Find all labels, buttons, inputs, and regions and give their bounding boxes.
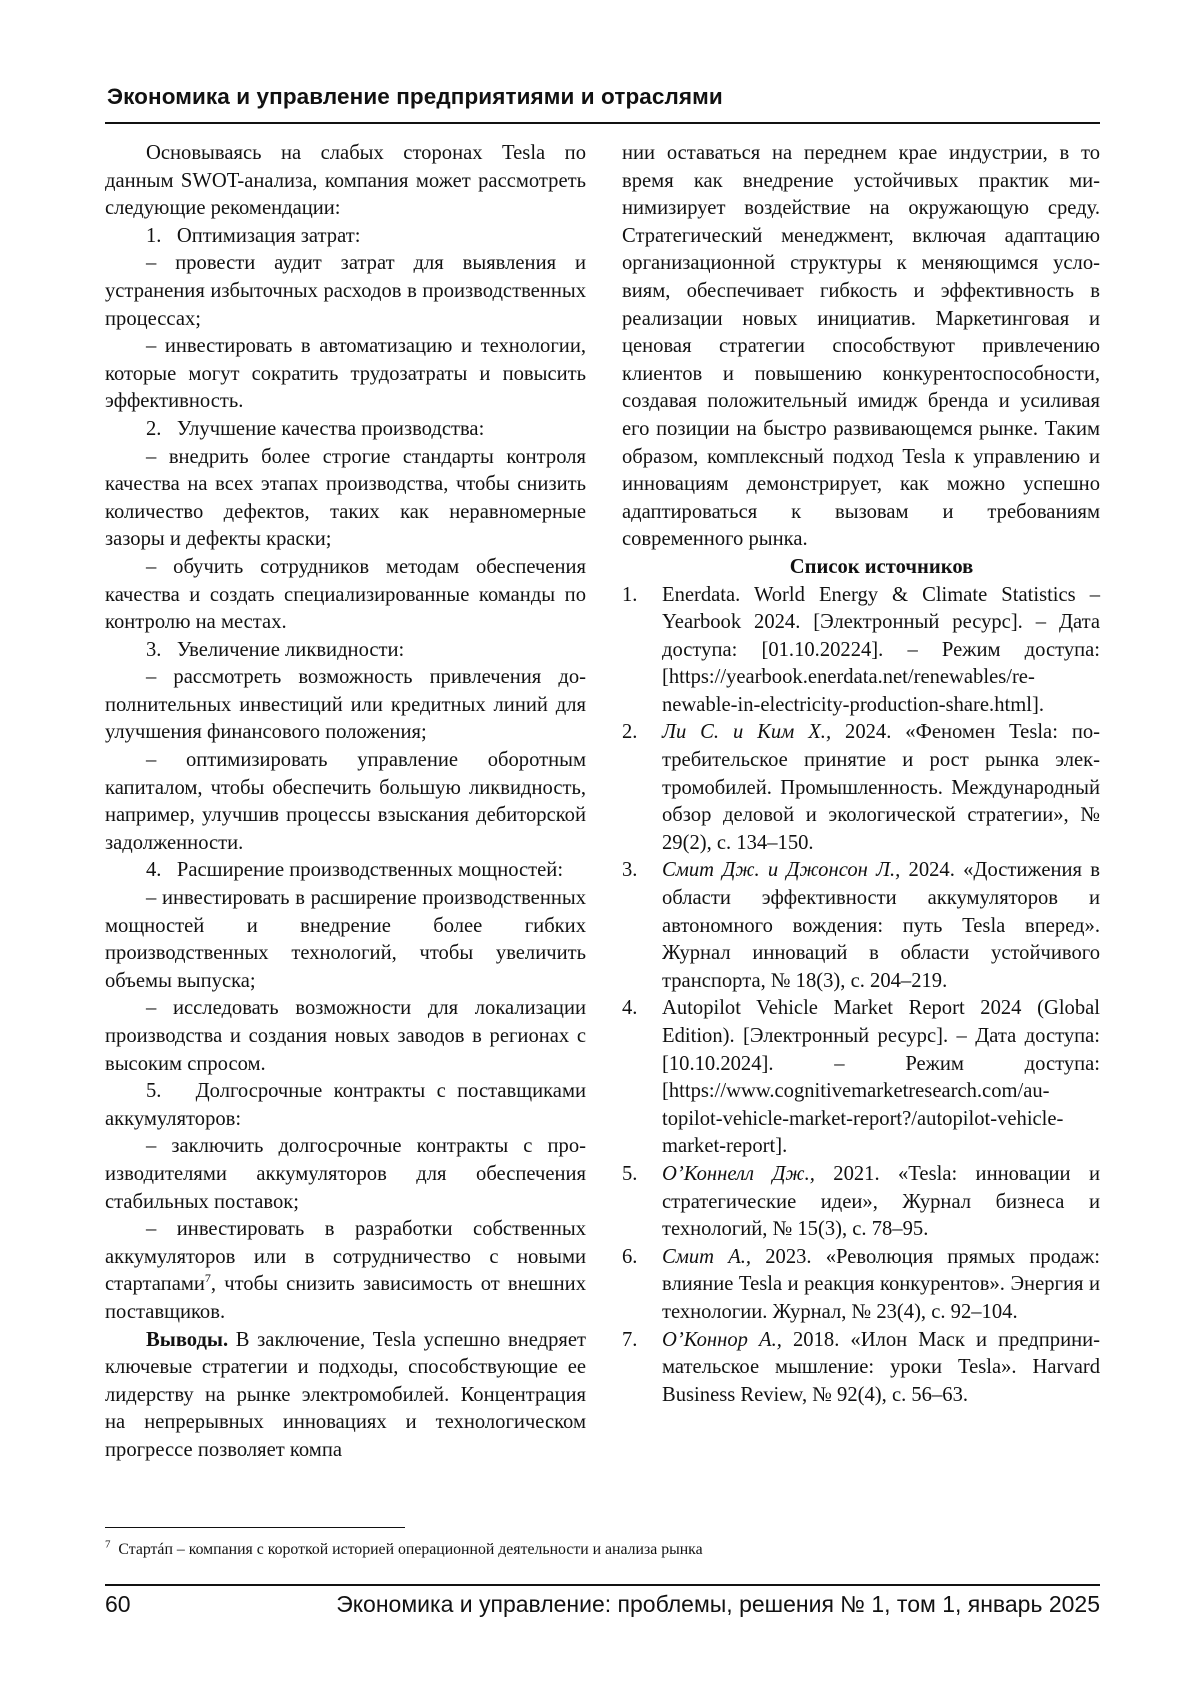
reference-text: Enerdata. World Energy & Climate Statistics – Yearbook 2024. [Электронный ресурс]. – Да­та доступа: [01.10.20224]. – Режим доступа: [https://yearbook.enerdata.net/renewables/re­newable-in-electricity-production-share.html]. bbox=[662, 584, 1100, 716]
footnote bbox=[105, 1540, 1100, 1560]
left-column bbox=[105, 140, 586, 1465]
reference-number: 1. bbox=[622, 582, 637, 610]
conclusion-paragraph bbox=[105, 1327, 586, 1465]
footnote-reference[interactable]: 7 bbox=[205, 1271, 211, 1285]
reference-item bbox=[622, 1327, 1100, 1410]
recommendation-1-bullet-2: – инвестировать в автоматизацию и техноло­гии, которые могут сократить трудозатраты и по­высить эффективность. bbox=[105, 333, 586, 416]
reference-item bbox=[622, 1244, 1100, 1327]
reference-number: 7. bbox=[622, 1327, 637, 1355]
footer-rule bbox=[105, 1584, 1100, 1586]
conclusion-continuation: нии оставаться на переднем крае индустрии, в то время как внедрение устойчивых практик ми­нимизирует воздействие на окружающую среду. Стратегический менеджмент, включая адаптацию организационной структуры к меняющимся усло­виям, обеспечивает гибкость и эффективность в реализации новых инициатив. Маркетинговая и ценовая стратегии способствуют привлечению клиентов и повышению конкурентоспособности, создавая положительный имидж бренда и усили­вая его позиции на быстро развивающемся рын­ке. Таким образом, комплексный подход Tesla к управлению и инновациям демонстрирует, как можно успешно адаптироваться к вызовам и тре­бованиям современного рынка. bbox=[622, 140, 1100, 554]
reference-item bbox=[622, 582, 1100, 720]
recommendation-2-bullet-2: – обучить сотрудников методам обеспечения качества и создать специализированные команды по контролю на местах. bbox=[105, 554, 586, 637]
recommendation-2-bullet-1: – внедрить более строгие стандарты контр­оля качества на всех этапах производства, чтобы снизить количество дефектов, таких как неравно­мерные зазоры и дефекты краски; bbox=[105, 444, 586, 554]
running-header: Экономика и управление предприятиями и отраслями bbox=[107, 84, 723, 110]
recommendation-5-bullet-2 bbox=[105, 1216, 586, 1326]
journal-info: Экономика и управление: проблемы, решения № 1, том 1, январь 2025 bbox=[336, 1591, 1100, 1618]
references-title: Список источников bbox=[622, 554, 1100, 582]
reference-text: 2021. «Tesla: инновации и стратегические идеи», Журнал бизнеса и технологий, № 15(3), с. 78–95. bbox=[662, 1163, 1100, 1240]
footnote-rule bbox=[105, 1527, 405, 1528]
conclusion-label: Выводы. bbox=[146, 1329, 228, 1351]
reference-number: 5. bbox=[622, 1161, 637, 1189]
recommendation-3-title: 3. Увеличение ликвидности: bbox=[105, 637, 586, 665]
page-number: 60 bbox=[105, 1591, 131, 1618]
recommendation-1-title: 1. Оптимизация затрат: bbox=[105, 223, 586, 251]
reference-author: Смит Дж. и Джонсон Л., bbox=[662, 859, 900, 881]
recommendation-3-bullet-2: – оптимизировать управление оборотным капиталом, чтобы обеспечить большую ликвид­ность, например, улучшив процессы взыскания дебиторской задолженности. bbox=[105, 747, 586, 857]
recommendation-5-title: 5. Долгосрочные контракты с поставщика­ми аккумуляторов: bbox=[105, 1078, 586, 1133]
recommendation-1-bullet-1: – провести аудит затрат для выявления и устранения избыточных расходов в производ­ственных процессах; bbox=[105, 250, 586, 333]
intro-paragraph: Основываясь на слабых сторонах Tesla по данным SWOT-анализа, компания может рассмо­треть следующие рекомендации: bbox=[105, 140, 586, 223]
footnote-text: Стартáп – компания с короткой историей операционной деятельности и анализа рынка bbox=[118, 1541, 702, 1558]
footnote-marker: 7 bbox=[105, 1539, 111, 1551]
header-rule bbox=[105, 122, 1100, 124]
reference-text: 2024. «Феномен Tesla: по­требительское принятие и рост рынка элек­тромобилей. Промышленность. Между­народный обзор деловой и экологической стратегии», № 29(2), с. 134–150. bbox=[662, 721, 1100, 853]
reference-author: Смит А., bbox=[662, 1246, 751, 1268]
reference-author: Ли С. и Ким Х., bbox=[662, 721, 831, 743]
reference-number: 6. bbox=[622, 1244, 637, 1272]
reference-author: О’Коннор А., bbox=[662, 1329, 782, 1351]
recommendation-2-title: 2. Улучшение качества производства: bbox=[105, 416, 586, 444]
recommendation-4-bullet-2: – исследовать возможности для локализа­ции производства и создания новых заводов в ре­гионах с высоким спросом. bbox=[105, 995, 586, 1078]
reference-text: Autopilot Vehicle Market Report 2024 (Global Edition). [Электронный ресурс]. – Дата доступа: [10.10.2024]. – Режим доступа: [https://www.cognitivemarketresearch.com/au­topilot-vehicle-market-report?/autopilot-vehi­cle-market-report]. bbox=[662, 997, 1100, 1157]
reference-number: 2. bbox=[622, 719, 637, 747]
recommendation-4-bullet-1: – инвестировать в расширение производ­ственных мощностей и внедрение более гибких производственных технологий, чтобы увеличить объемы выпуска; bbox=[105, 885, 586, 995]
reference-item bbox=[622, 857, 1100, 995]
reference-item bbox=[622, 1161, 1100, 1244]
bullet-text-before: – инвестировать в разработки собственных аккумуляторов или в сотрудничество с новы­ми стартапами bbox=[105, 1218, 586, 1295]
reference-text: 2023. «Революция прямых продаж: влияние Tesla и реакция конкурентов». Энер­гия и технологии. Журнал, № 23(4), с. 92–104. bbox=[662, 1246, 1100, 1323]
reference-number: 3. bbox=[622, 857, 637, 885]
recommendation-3-bullet-1: – рассмотреть возможность привлечения до­полнительных инвестиций или кредитных линий для улучшения финансового положения; bbox=[105, 664, 586, 747]
reference-text: 2024. «Достиже­ния в области эффективности аккумуляторов и автономного вождения: путь Tesla вперед». Журнал инноваций в области устойчивого транспорта, № 18(3), с. 204–219. bbox=[662, 859, 1100, 991]
reference-author: О’Коннелл Дж., bbox=[662, 1163, 815, 1185]
bullet-text-after: , чтобы снизить зависимость от внешних поставщиков. bbox=[105, 1273, 586, 1323]
recommendation-5-bullet-1: – заключить долгосрочные контракты с про­изводителями аккумуляторов для обеспечения стабильных поставок; bbox=[105, 1133, 586, 1216]
reference-item bbox=[622, 719, 1100, 857]
right-column bbox=[622, 140, 1100, 1409]
conclusion-text: В заключение, Tesla успешно вне­дряет ключевые стратегии и подходы, способ­ствующие ее лидерству на рынке электромоби­лей. Концентрация на непрерывных инновациях и технологическом прогрессе позволяет компа­ bbox=[105, 1329, 586, 1461]
references-list bbox=[622, 582, 1100, 1410]
reference-number: 4. bbox=[622, 995, 637, 1023]
recommendation-4-title: 4. Расширение производственных мощно­стей: bbox=[105, 857, 586, 885]
reference-item bbox=[622, 995, 1100, 1161]
reference-text: 2018. «Илон Маск и предприни­мательское мышление: уроки Tesla». Harvard Business Review, № 92(4), с. 56–63. bbox=[662, 1329, 1100, 1406]
